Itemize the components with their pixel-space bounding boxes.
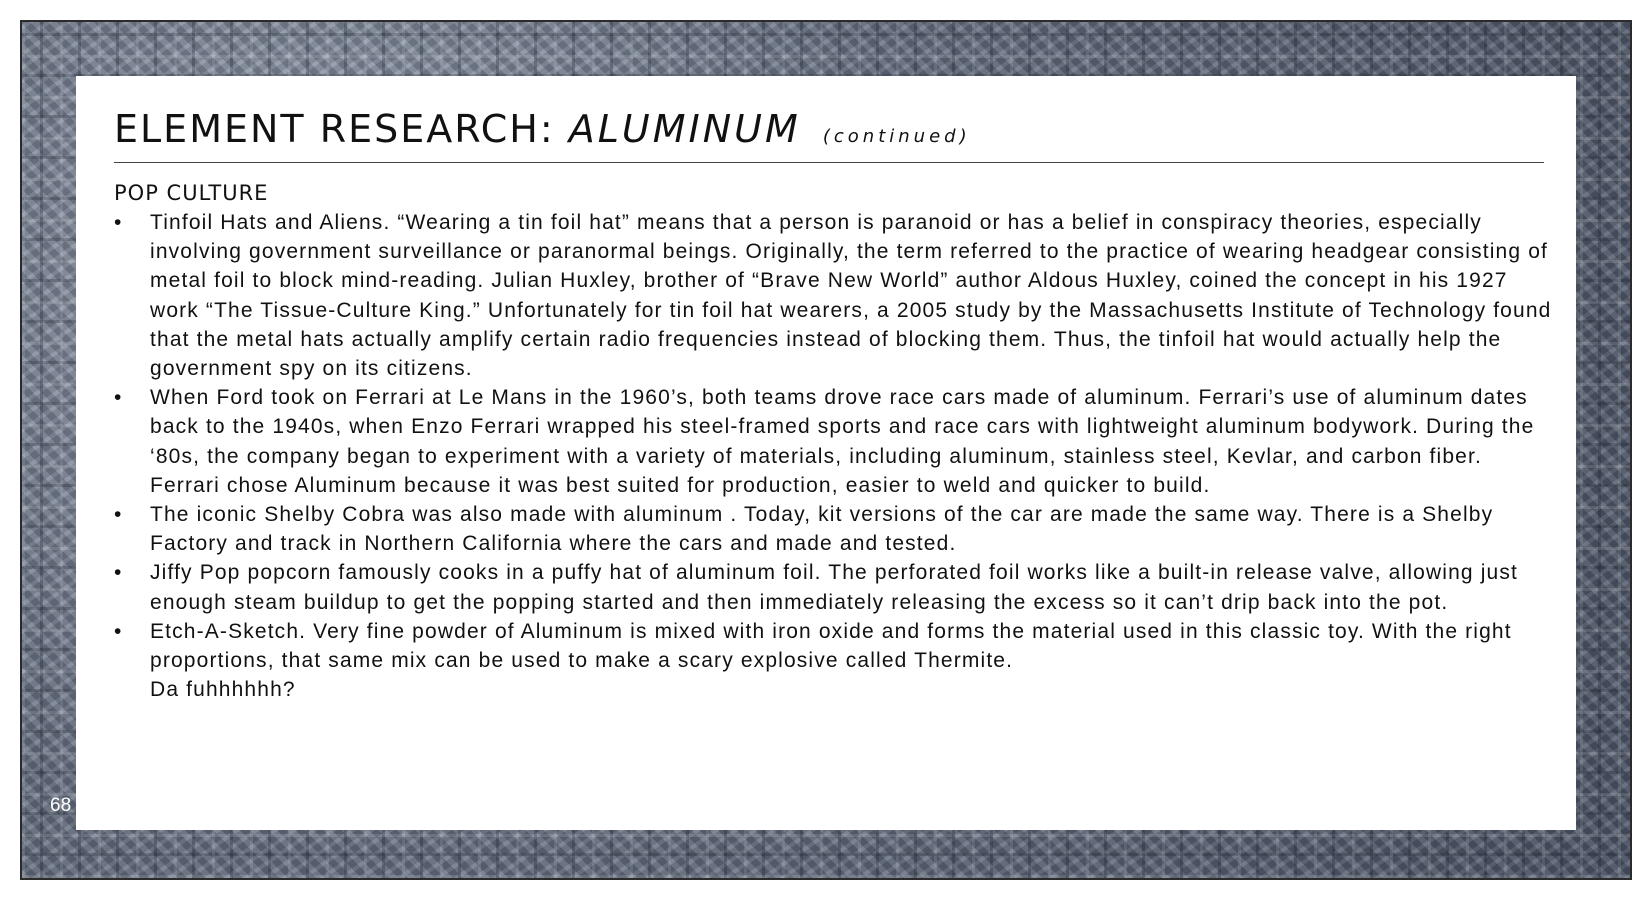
title-divider bbox=[114, 162, 1544, 163]
section-heading: POP CULTURE bbox=[114, 181, 269, 205]
bullet-list bbox=[114, 208, 1552, 704]
bullet-marker: • bbox=[114, 561, 123, 585]
page-title bbox=[114, 106, 971, 160]
content-panel bbox=[76, 76, 1576, 830]
bullet-marker: • bbox=[114, 386, 123, 410]
bullet-text-continuation: Da fuhhhhhh? bbox=[150, 678, 296, 702]
bullet-text: Tinfoil Hats and Aliens. “Wearing a tin foil hat” means that a person is paranoid or has a belief in conspiracy theories, especially involving government surveillance or paranormal beings. Originally, the term referred to the practice of wearing headgear consisting of metal foil to block mind-reading. Julian Huxley, brother of “Brave New World” author Aldous Huxley, coined the concept in his 1927 work “The Tissue-Culture King.” Unfortunately for tin foil hat wearers, a 2005 study by the Massachusetts Institute of Technology found that the metal hats actually amplify certain radio frequencies instead of blocking them. Thus, the tinfoil hat would actually help the government spy on its citizens. bbox=[150, 211, 1552, 381]
bullet-item bbox=[114, 208, 1552, 383]
slide bbox=[20, 20, 1632, 880]
title-main: ELEMENT RESEARCH: bbox=[114, 107, 555, 151]
bullet-marker: • bbox=[114, 503, 123, 527]
bullet-text: Etch-A-Sketch. Very fine powder of Aluminum is mixed with iron oxide and forms the material used in this classic toy. With the right proportions, that same mix can be used to make a scary explosive called Thermite. bbox=[150, 619, 1512, 673]
bullet-item bbox=[114, 383, 1552, 500]
title-element: ALUMINUM bbox=[568, 107, 801, 151]
title-suffix: (continued) bbox=[822, 126, 971, 147]
bullet-item bbox=[114, 558, 1552, 616]
bullet-marker: • bbox=[114, 211, 123, 234]
bullet-text: Jiffy Pop popcorn famously cooks in a puffy hat of aluminum foil. The perforated foil works like a built-in release valve, allowing just enough steam buildup to get the popping started and then immediately releasing the excess so it can’t drip back into the pot. bbox=[150, 561, 1519, 614]
bullet-item bbox=[114, 500, 1552, 558]
bullet-item bbox=[114, 617, 1552, 705]
bullet-text: The iconic Shelby Cobra was also made with aluminum . Today, kit versions of the car are made the same way. There is a Shelby Factory and track in Northern California where the cars and made and tested. bbox=[150, 503, 1494, 556]
bullet-marker: • bbox=[114, 619, 123, 643]
bullet-text: When Ford took on Ferrari at Le Mans in the 1960’s, both teams drove race cars made of aluminum. Ferrari’s use of aluminum dates back to the 1940s, when Enzo Ferrari wrapped his steel-framed sports and race cars with lightweight aluminum bodywork. During the ‘80s, the company began to experiment with a variety of materials, including aluminum, stainless steel, Kevlar, and carbon fiber. Ferrari chose Aluminum because it was best suited for production, easier to weld and quicker to build. bbox=[150, 386, 1535, 497]
page-number: 68 bbox=[50, 795, 72, 816]
